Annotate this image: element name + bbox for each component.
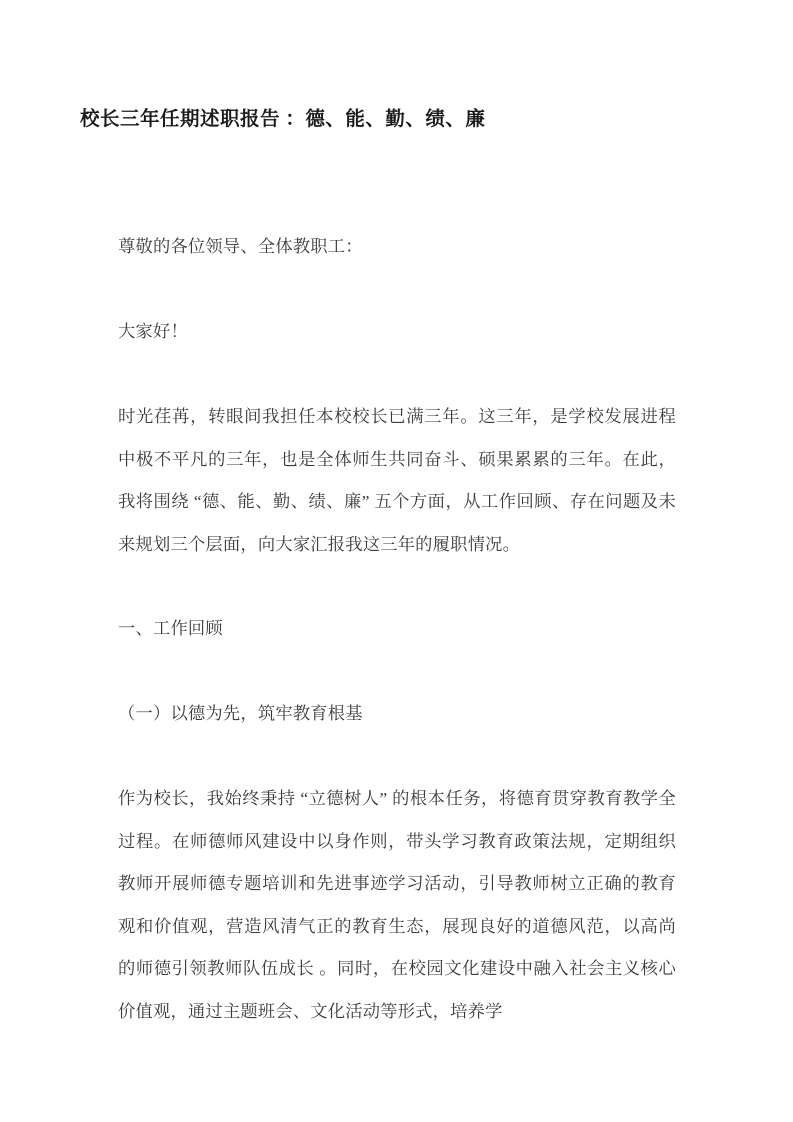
salutation-line: 尊敬的各位领导、全体教职工： (118, 237, 363, 256)
greeting-line: 大家好！ (118, 322, 188, 341)
intro-paragraph: 时光荏苒，转眼间我担任本校校长已满三年。这三年，是学校发展进程中极不平凡的三年，也是全体师生共同奋斗、硕果累累的三年。在此，我将围绕 “德、能、勤、绩、廉” 五个方面，从工作回顾、存在问题及未来规划三个层面，向大家汇报我这三年的履职情况。 (118, 407, 676, 554)
section-heading-one: 一、工作回顾 (118, 619, 223, 638)
subsection-heading-one: （一）以德为先，筑牢教育根基 (118, 704, 363, 723)
section-paragraph: 作为校长，我始终秉持 “立德树人” 的根本任务，将德育贯穿教育教学全过程。在师德师风建设中以身作则，带头学习教育政策法规，定期组织教师开展师德专题培训和先进事迹学习活动，引导教师树立正确的教育观和价值观，营造风清气正的教育生态，展现良好的道德风范，以高尚的师德引领教师队伍成长 。同时，在校园文化建设中融入社会主义核心价值观，通过主题班会、文化活动等形式，培养学 (118, 789, 676, 1021)
page-title: 校长三年任期述职报告 ：德、能、勤、绩、廉 (80, 109, 486, 130)
